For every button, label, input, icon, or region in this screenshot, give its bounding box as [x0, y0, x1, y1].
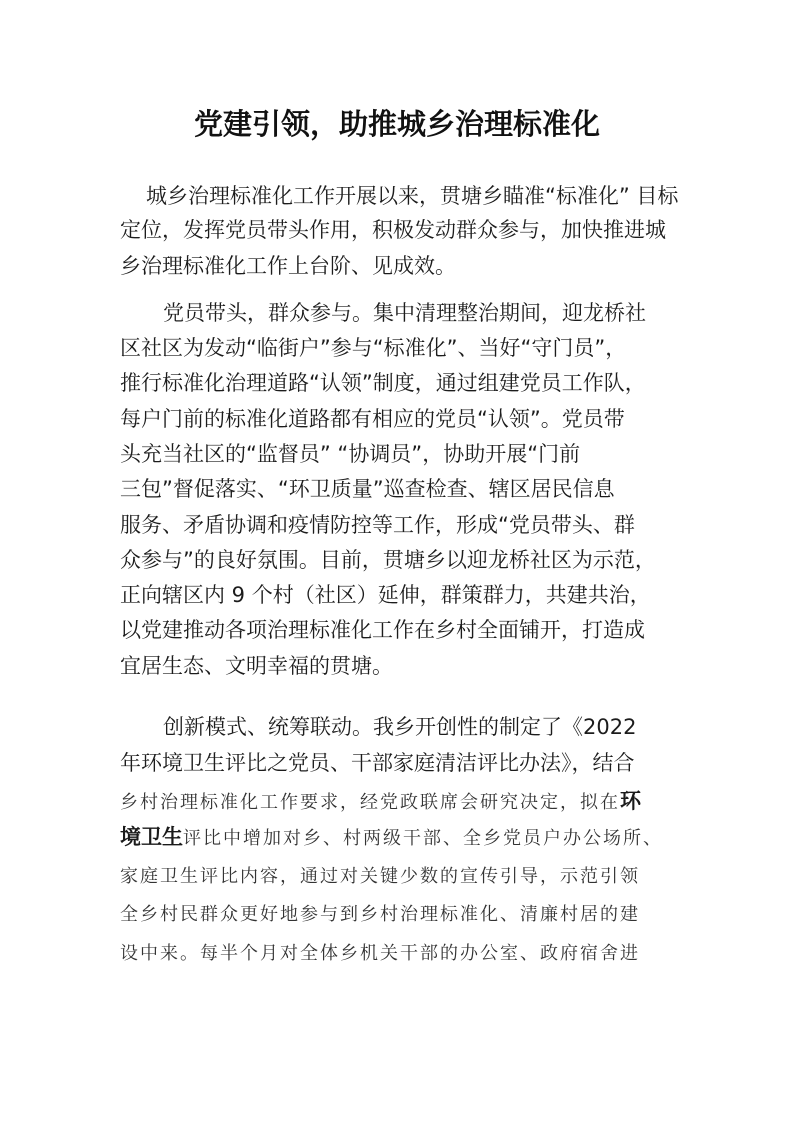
paragraph-2-line-9: 正向辖区内 9 个村（社区）延伸，群策群力，共建共治， — [120, 583, 651, 607]
paragraph-3-line-7-text: 设中来。每半个月对全体乡机关干部的办公室、政府宿舍进 — [120, 943, 640, 964]
paragraph-3-line-3 — [120, 786, 641, 818]
paragraph-3-line-4 — [120, 822, 663, 854]
paragraph-3-line-6-text: 全乡村民群众更好地参与到乡村治理标准化、清廉村居的建 — [120, 904, 640, 925]
paragraph-2-line-4: 每户门前的标准化道路都有相应的党员“认领”。党员带 — [120, 407, 625, 431]
paragraph-3-line-6 — [120, 898, 640, 930]
paragraph-2-line-2: 区社区为发动“临街户”参与“标准化”、当好“守门员”， — [120, 336, 627, 360]
paragraph-1-line-2: 定位，发挥党员带头作用，积极发动群众参与，加快推进城 — [120, 218, 666, 242]
paragraph-1-line-3: 乡治理标准化工作上台阶、见成效。 — [120, 254, 456, 278]
paragraph-2-line-1: 党员带头，群众参与。集中清理整治期间，迎龙桥社 — [163, 301, 646, 325]
paragraph-3-line-7 — [120, 937, 640, 969]
paragraph-3-line-2 — [120, 748, 635, 778]
paragraph-2-line-11: 宜居生态、文明幸福的贯塘。 — [120, 654, 393, 678]
paragraph-3-line-3-text: 乡村治理标准化工作要求，经党政联席会研究决定，拟在 — [120, 792, 620, 813]
paragraph-2-line-6: 三包”督促落实、“环卫质量”巡查检查、辖区居民信息 — [120, 477, 615, 501]
paragraph-2-line-5: 头充当社区的“监督员” “协调员”，协助开展“门前 — [120, 442, 581, 466]
paragraph-3-line-2-text: 年环境卫生评比之党员、干部家庭清洁评比办法》，结合 — [120, 751, 635, 775]
paragraph-3-line-3-bold-tail: 环 — [620, 789, 641, 813]
page-title: 党建引领，助推城乡治理标准化 — [193, 107, 600, 141]
paragraph-3-line-5-text: 家庭卫生评比内容，通过对关键少数的宣传引导，示范引领 — [120, 866, 640, 887]
paragraph-2-line-8: 众参与”的良好氛围。目前，贯塘乡以迎龙桥社区为示范， — [120, 548, 656, 572]
paragraph-3-line-4-bold-head: 境卫生 — [120, 825, 183, 849]
paragraph-3-line-5 — [120, 860, 640, 892]
paragraph-1-line-1: 城乡治理标准化工作开展以来，贯塘乡瞄准“标准化” 目标 — [146, 184, 679, 208]
paragraph-2-line-10: 以党建推动各项治理标准化工作在乡村全面铺开，打造成 — [120, 618, 645, 642]
paragraph-3-line-1: 创新模式、统筹联动。我乡开创性的制定了《2022 — [163, 715, 637, 739]
paragraph-2-line-7: 服务、矛盾协调和疫情防控等工作，形成“党员带头、群 — [120, 513, 635, 537]
paragraph-3-line-4-text: 评比中增加对乡、村两级干部、全乡党员户办公场所、 — [183, 828, 663, 849]
paragraph-2-line-3: 推行标准化治理道路“认领”制度，通过组建党员工作队， — [120, 371, 646, 395]
